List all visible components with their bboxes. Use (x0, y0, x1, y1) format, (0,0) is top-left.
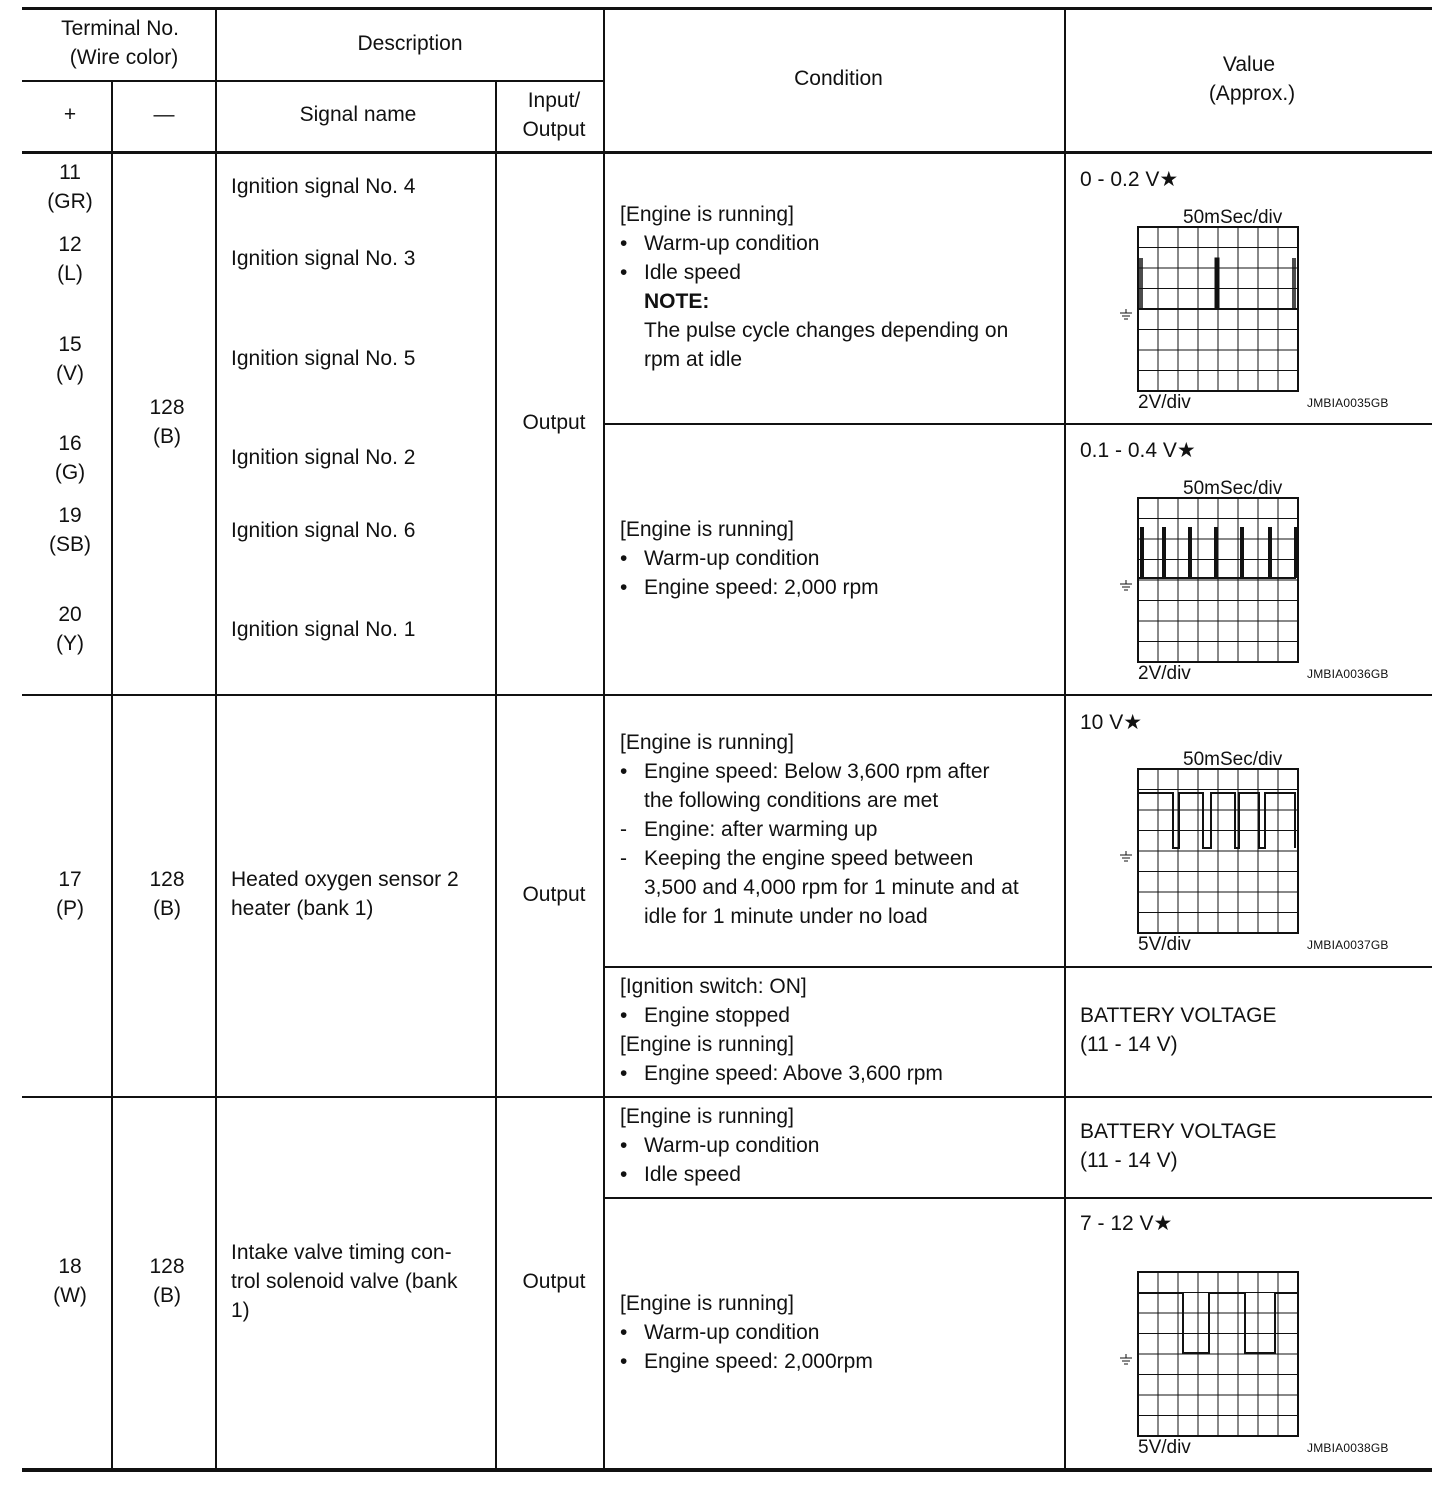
group2-minus-no: 128 (149, 868, 185, 891)
group2-plus-no: 17 (58, 868, 82, 891)
volt-div-label: 5V/div (1138, 1437, 1191, 1458)
signal-name: Ignition signal No. 6 (231, 519, 416, 542)
g3-row-split (604, 1197, 1432, 1199)
condition-heading: [Engine is running] (620, 1292, 794, 1315)
g2-row-split (604, 966, 1432, 968)
group3-io: Output (522, 1270, 586, 1293)
condition-block (620, 515, 879, 602)
battery-voltage-value: BATTERY VOLTAGE (11 - 14 V) (1080, 1004, 1277, 1056)
condition-item: • Idle speed (620, 1163, 741, 1186)
terminal-no: 12 (58, 233, 82, 256)
header-input: Input/ (527, 89, 581, 112)
group2-minus-color: (B) (153, 897, 181, 920)
note-text: The pulse cycle changes depending on (644, 319, 1009, 342)
signal-name: Ignition signal No. 2 (231, 446, 416, 469)
group1-minus-color: (B) (153, 425, 181, 448)
value-reading: 10 V★ (1080, 711, 1143, 734)
condition-block (620, 972, 943, 1088)
condition-subitem: - Keeping the engine speed between (620, 847, 974, 870)
value-reading: 0.1 - 0.4 V★ (1080, 439, 1196, 462)
condition-block (620, 1289, 873, 1376)
condition-item: • Engine stopped (620, 1004, 790, 1027)
volt-div-label: 5V/div (1138, 934, 1191, 955)
signal-name: Heated oxygen sensor 2 heater (bank 1) (231, 868, 459, 920)
volt-div-label: 2V/div (1138, 392, 1191, 413)
group2-bottom-rule (22, 1096, 1432, 1098)
condition-heading: [Engine is running] (620, 518, 794, 541)
figure-code: JMBIA0038GB (1307, 1441, 1389, 1455)
terminal-color: (SB) (49, 533, 91, 556)
terminal-no: 20 (58, 603, 82, 626)
time-div-label: 50mSec/div (1183, 478, 1283, 499)
terminal-color: (Y) (56, 632, 84, 655)
terminal-color: (G) (54, 461, 86, 484)
group1-io: Output (522, 411, 586, 434)
col-line-3 (495, 82, 497, 1470)
condition-item: • Idle speed (620, 261, 741, 284)
col-line-2 (215, 8, 217, 1470)
oscilloscope-waveform (1117, 226, 1301, 392)
time-div-label: 50mSec/div (1183, 207, 1283, 228)
terminal-no: 11 (59, 161, 81, 184)
group3-plus-color: (W) (53, 1284, 87, 1307)
header-rule (22, 151, 1432, 154)
col-line-5 (1064, 8, 1066, 1470)
condition-block (620, 200, 1008, 374)
signal-name: Ignition signal No. 3 (231, 247, 416, 270)
oscilloscope-waveform (1117, 1271, 1301, 1437)
group2-io: Output (522, 883, 586, 906)
condition-item: • Warm-up condition (620, 1134, 820, 1157)
condition-block (620, 728, 1019, 931)
time-div-label: 50mSec/div (1183, 749, 1283, 770)
group1-minus-no: 128 (149, 396, 185, 419)
condition-heading: [Engine is running] (620, 203, 794, 226)
star-icon: ★ (1159, 168, 1179, 191)
terminal-color: (L) (57, 262, 83, 285)
value-reading: 0 - 0.2 V★ (1080, 168, 1179, 191)
note-label: NOTE: (644, 290, 710, 313)
terminal-no: 16 (58, 432, 82, 455)
condition-item: • Engine speed: Above 3,600 rpm (620, 1062, 943, 1085)
g1-row-split (604, 423, 1432, 425)
condition-heading: [Engine is running] (620, 1105, 794, 1128)
header-approx: (Approx.) (1208, 82, 1296, 105)
condition-item-cont: the following conditions are met (644, 789, 939, 812)
signal-name: Ignition signal No. 5 (231, 347, 416, 370)
condition-heading: [Engine is running] (620, 1033, 794, 1056)
condition-block (620, 1102, 819, 1189)
terminal-no: 15 (58, 333, 82, 356)
group3-minus-color: (B) (153, 1284, 181, 1307)
condition-subitem: - Engine: after warming up (620, 818, 878, 841)
terminal-no: 19 (58, 504, 82, 527)
signal-name: Intake valve timing con- trol solenoid valve (bank 1) (231, 1241, 458, 1322)
condition-subitem-cont: 3,500 and 4,000 rpm for 1 minute and at (644, 876, 1019, 899)
condition-item: • Warm-up condition (620, 547, 820, 570)
group3-plus-no: 18 (58, 1255, 82, 1278)
header-description: Description (357, 32, 463, 55)
oscilloscope-waveform (1117, 497, 1301, 663)
condition-heading: [Engine is running] (620, 731, 794, 754)
header-minus: — (153, 103, 175, 126)
oscilloscope-waveform (1117, 768, 1301, 934)
header-signal-name: Signal name (299, 103, 417, 126)
star-icon: ★ (1123, 711, 1143, 734)
terminal-color: (GR) (47, 190, 93, 213)
group1-bottom-rule (22, 694, 1432, 696)
signal-name: Ignition signal No. 4 (231, 175, 416, 198)
condition-item: • Warm-up condition (620, 232, 820, 255)
header-split-left (22, 80, 604, 82)
table-bottom-rule (22, 1468, 1432, 1472)
condition-item: • Warm-up condition (620, 1321, 820, 1344)
volt-div-label: 2V/div (1138, 663, 1191, 684)
header-wire-color: (Wire color) (69, 46, 179, 69)
star-icon: ★ (1153, 1212, 1173, 1235)
condition-item: • Engine speed: 2,000rpm (620, 1350, 873, 1373)
battery-voltage-value: BATTERY VOLTAGE (11 - 14 V) (1080, 1120, 1277, 1172)
header-plus: + (63, 103, 77, 126)
condition-heading: [Ignition switch: ON] (620, 975, 807, 998)
condition-item: • Engine speed: 2,000 rpm (620, 576, 879, 599)
header-output: Output (522, 118, 586, 141)
group3-minus-no: 128 (149, 1255, 185, 1278)
condition-subitem-cont: idle for 1 minute under no load (644, 905, 928, 928)
star-icon: ★ (1176, 439, 1196, 462)
figure-code: JMBIA0037GB (1307, 938, 1389, 952)
figure-code: JMBIA0035GB (1307, 396, 1389, 410)
header-condition: Condition (794, 67, 883, 90)
col-line-4 (603, 8, 605, 1470)
condition-item: • Engine speed: Below 3,600 rpm after (620, 760, 990, 783)
terminal-color: (V) (56, 362, 84, 385)
value-reading: 7 - 12 V★ (1080, 1212, 1173, 1235)
figure-code: JMBIA0036GB (1307, 667, 1389, 681)
note-text: rpm at idle (644, 348, 743, 371)
header-value: Value (1222, 53, 1276, 76)
table-top-rule (22, 7, 1432, 10)
signal-name: Ignition signal No. 1 (231, 618, 416, 641)
header-terminal-no: Terminal No. (61, 17, 179, 40)
group2-plus-color: (P) (56, 897, 84, 920)
